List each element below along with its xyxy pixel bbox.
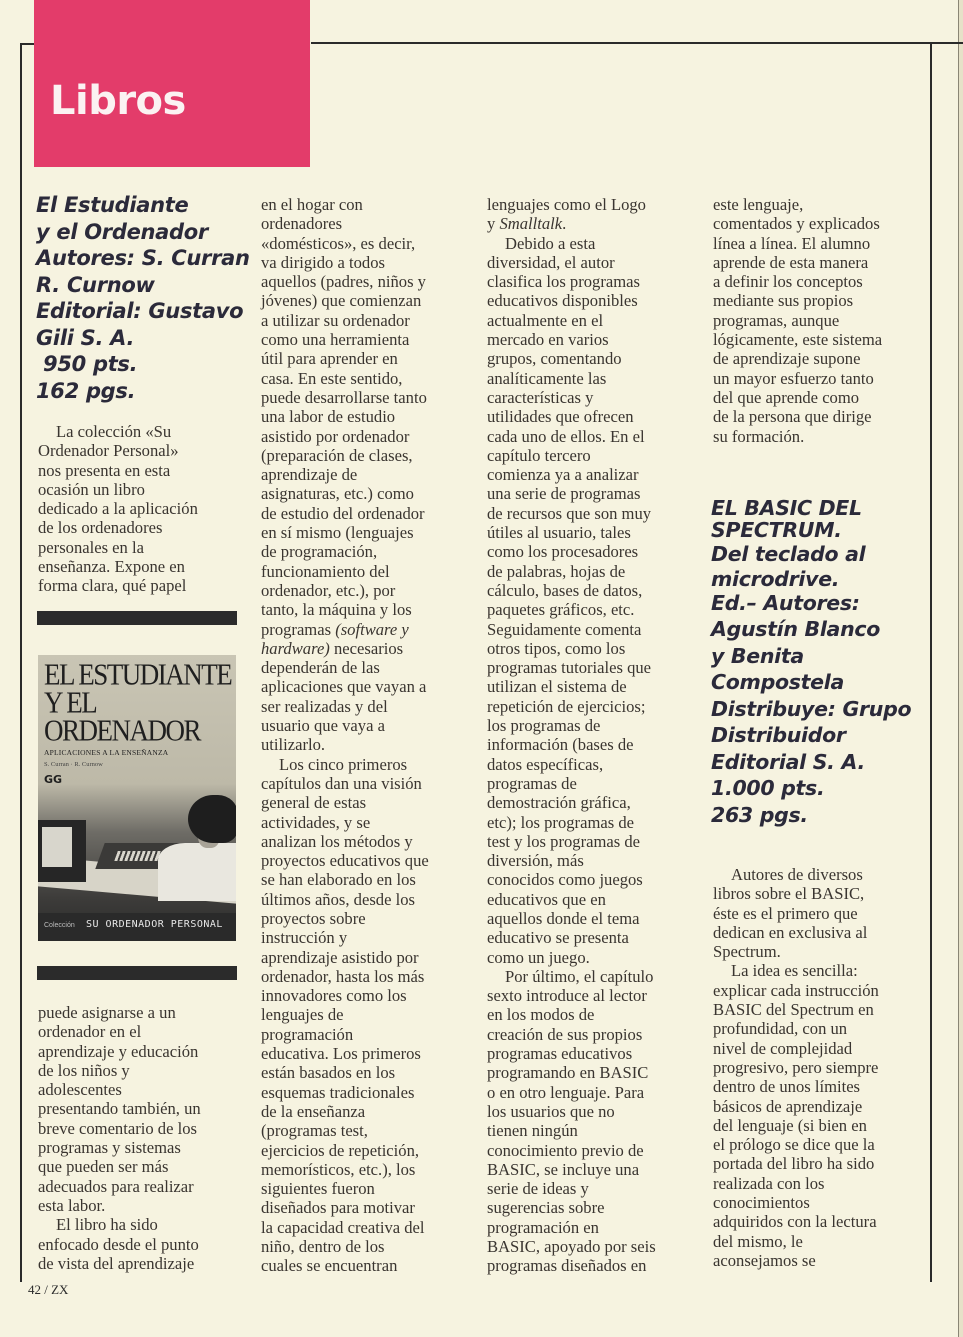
cover-collection-name: SU ORDENADOR PERSONAL (86, 919, 223, 930)
text-line: su formación. (713, 426, 805, 446)
text-line (261, 639, 429, 658)
text-line: de palabras, hojas de (487, 561, 626, 581)
text-line: libros sobre el BASIC, (713, 884, 865, 904)
text-line: programación en (487, 1217, 599, 1237)
text-line: el prólogo se dice que la (713, 1135, 875, 1155)
text-line: de los niños y (38, 1060, 130, 1080)
text-line: portada del libro ha sido (713, 1154, 875, 1174)
text-line: Ordenador Personal» (38, 441, 179, 461)
book1-header (36, 192, 250, 404)
text-run: programas (261, 619, 336, 639)
text-line: educativa. Los primeros (261, 1044, 421, 1064)
text-line: programas diseñados en (487, 1256, 647, 1276)
text-line: enseñanza. Expone en (38, 557, 185, 577)
text-line: Autores de diversos (731, 865, 863, 884)
text-line: últimos años, desde los (261, 889, 415, 909)
text-line: los usuarios que no (487, 1101, 615, 1121)
book1-col1-bottom (38, 1003, 201, 1273)
text-line: ordenador, hasta los más (261, 966, 425, 986)
italic-run: hardware) (261, 638, 330, 658)
book1-title-line: y el Ordenador (36, 219, 208, 244)
divider-bar (37, 966, 237, 980)
text-line: (programas test, (261, 1121, 368, 1141)
text-line: educativos que en (487, 889, 606, 909)
italic-run: (software y (335, 619, 409, 639)
book2-authors: y Benita (711, 643, 804, 668)
text-line: los programas de (487, 716, 601, 736)
book2-authors: Ed.– Autores: (711, 590, 860, 615)
book2-pages: 263 pgs. (711, 802, 808, 827)
text-line: ordenador, etc.), por (261, 580, 396, 600)
text-line: están basados en los (261, 1063, 396, 1083)
text-line: lenguajes como el Logo (487, 195, 646, 214)
text-line: siguientes fueron (261, 1179, 375, 1199)
text-line: tanto, la máquina y los (261, 600, 412, 620)
text-line: asignaturas, etc.) como (261, 484, 414, 504)
text-line: personales en la (38, 537, 144, 557)
text-line: proyectos sobre (261, 908, 366, 928)
divider-bar (37, 611, 237, 625)
text-line: creación de sus propios (487, 1024, 643, 1044)
book1-col4 (713, 195, 882, 446)
text-run: . (562, 214, 567, 234)
text-line: etc); los programas de (487, 812, 634, 832)
text-line (487, 214, 656, 233)
text-line: serie de ideas y (487, 1179, 589, 1199)
text-line: nos presenta en esta (38, 460, 171, 480)
text-line: Debido a esta (505, 233, 596, 253)
text-line: puede desarrollarse tanto (261, 387, 427, 407)
cover-title: ORDENADOR (44, 713, 201, 748)
cover-photo-child (158, 843, 236, 901)
text-line: como una herramienta (261, 330, 410, 350)
text-line: a definir los conceptos (713, 272, 863, 292)
text-line: grupos, comentando (487, 349, 622, 369)
text-line: de aprendizaje supone (713, 349, 861, 369)
text-line: analíticamente las (487, 368, 607, 388)
book-cover-image (38, 655, 236, 941)
text-line: esta labor. (38, 1195, 106, 1215)
text-line: comentados y explicados (713, 214, 880, 234)
text-line: explicar cada instrucción (713, 980, 879, 1000)
book2-title-line: SPECTRUM. (711, 518, 842, 542)
text-line: comienza ya a analizar (487, 465, 639, 485)
book1-col3 (487, 195, 656, 1276)
text-line: El libro ha sido (56, 1215, 158, 1235)
text-line: conocimientos (713, 1193, 810, 1213)
text-line: de programación, (261, 542, 378, 562)
text-line: utilidades que ofrecen (487, 407, 634, 427)
text-line: aprende de esta manera (713, 252, 869, 272)
text-line: ocasión un libro (38, 479, 145, 499)
text-line: Por último, el capítulo (505, 966, 654, 986)
text-line: como los procesadores (487, 542, 639, 562)
text-line: Los cinco primeros (279, 754, 408, 774)
book2-price: 1.000 pts. (711, 776, 825, 800)
book2-distributor: Distribuye: Grupo (711, 696, 912, 721)
text-line: jóvenes) que comienzan (261, 291, 422, 311)
text-line: en el hogar con (261, 195, 363, 214)
text-line: dedican en exclusiva al (713, 922, 868, 942)
text-line: (preparación de clases, (261, 445, 413, 465)
text-line: de estudio del ordenador (261, 503, 425, 523)
text-line: breve comentario de los (38, 1118, 197, 1138)
text-line: La idea es sencilla: (731, 961, 858, 981)
text-line: demostración gráfica, (487, 793, 631, 813)
text-line: funcionamiento del (261, 561, 390, 581)
book1-authors: Autores: S. Curran (36, 246, 250, 270)
text-line: mediante sus propios (713, 291, 854, 311)
text-line: aconsejamos se (713, 1250, 816, 1270)
text-line: programas educativos (487, 1044, 633, 1064)
text-line: de los ordenadores (38, 518, 163, 538)
text-line: programas y sistemas (38, 1138, 181, 1158)
text-line: BASIC del Spectrum en (713, 1000, 874, 1020)
text-line: repetición de ejercicios; (487, 696, 646, 716)
text-line: del lenguaje (si bien en (713, 1115, 867, 1135)
text-line: instrucción y (261, 928, 348, 948)
text-line: BASIC, se incluye una (487, 1159, 640, 1179)
text-line: usuario que vaya a (261, 716, 385, 736)
text-line: sugerencias sobre (487, 1198, 605, 1218)
book2-body (713, 865, 879, 1270)
text-line: conocimiento previo de (487, 1140, 644, 1160)
text-line: proyectos educativos que (261, 851, 429, 871)
text-line: presentando también, un (38, 1099, 201, 1119)
text-line: dentro de unos límites (713, 1077, 861, 1097)
text-line: progresivo, pero siempre (713, 1057, 879, 1077)
text-line: dependerán de las (261, 658, 380, 678)
book1-title-line: El Estudiante (36, 193, 189, 217)
cover-title: Y EL (44, 685, 97, 720)
text-line: actualmente en el (487, 310, 604, 330)
text-line: de recursos que son muy (487, 503, 652, 523)
text-line: cuales se encuentran (261, 1256, 398, 1276)
text-line: utilizan el sistema de (487, 677, 627, 697)
text-line: «domésticos», es decir, (261, 233, 416, 253)
text-line: dedicado a la aplicación (38, 499, 198, 519)
book2-distributor: Distribuidor (711, 723, 846, 747)
text-line: o en otro lenguaje. Para (487, 1082, 645, 1102)
text-run: necesarios (329, 638, 404, 658)
cover-photo-screen (42, 827, 72, 867)
text-line: test y los programas de (487, 831, 640, 851)
text-line: Seguidamente comenta (487, 619, 642, 639)
text-line: educativos disponibles (487, 291, 638, 311)
text-line: otros tipos, como los (487, 638, 626, 658)
text-line: que pueden ser más (38, 1157, 169, 1177)
text-line: casa. En este sentido, (261, 368, 403, 388)
text-line: clasifica los programas (487, 272, 640, 292)
text-line: lógicamente, este sistema (713, 330, 883, 350)
book1-price: 950 pts. (36, 352, 138, 376)
text-line: analizan los métodos y (261, 831, 413, 851)
section-title-block (34, 0, 310, 167)
text-line: información (bases de (487, 735, 634, 755)
cover-collection-label: Colección (44, 922, 75, 929)
text-line: datos específicas, (487, 754, 604, 774)
page-number: 42 / ZX (28, 1282, 69, 1297)
text-line: general de estas (261, 793, 367, 813)
text-line: este lenguaje, (713, 195, 804, 214)
text-line: de vista del aprendizaje (38, 1253, 195, 1273)
text-line: programación (261, 1024, 354, 1044)
text-line: como un juego. (487, 947, 590, 967)
text-line: utilizarlo. (261, 735, 326, 755)
book1-publisher: Gili S. A. (36, 325, 135, 350)
text-line: BASIC, apoyado por seis (487, 1237, 656, 1257)
book1-col1-top (38, 422, 198, 596)
text-line: aprendizaje de (261, 465, 358, 485)
text-line: innovadores como los (261, 986, 407, 1006)
text-line: a utilizar su ordenador (261, 310, 410, 330)
section-title: Libros (50, 78, 186, 124)
text-line: la capacidad creativa del (261, 1217, 425, 1237)
frame-rule-top-left (20, 43, 34, 45)
text-line: aprendizaje y educación (38, 1041, 199, 1061)
text-line: programas, aunque (713, 310, 840, 330)
text-line: esquemas tradicionales (261, 1082, 415, 1102)
text-line: asistido por ordenador (261, 426, 410, 446)
text-line: en sí mismo (lenguajes (261, 523, 414, 543)
book2-subtitle-line: Del teclado al (711, 542, 866, 566)
text-line: sexto introduce al lector (487, 986, 647, 1006)
book2-distributor: Editorial S. A. (711, 749, 865, 774)
book2-authors: Agustín Blanco (711, 617, 881, 641)
text-line: nivel de complejidad (713, 1038, 853, 1058)
cover-photo-hair (188, 795, 236, 843)
book1-publisher: Editorial: Gustavo (36, 299, 244, 323)
text-line: útiles al usuario, tales (487, 523, 631, 543)
cover-subtitle: APLICACIONES A LA ENSEÑANZA (44, 748, 169, 757)
cover-authors: S. Curran · R. Curnow (44, 761, 103, 768)
text-line: actividades, y se (261, 812, 371, 832)
text-line: una labor de estudio (261, 407, 396, 427)
frame-rule-top-right (311, 42, 963, 44)
text-line: aquellos donde el tema (487, 908, 640, 928)
frame-rule-left (20, 44, 22, 1282)
text-line: un mayor esfuerzo tanto (713, 368, 874, 388)
book1-authors: R. Curnow (36, 272, 155, 297)
text-line: ordenadores (261, 214, 343, 234)
frame-rule-right (930, 44, 932, 1282)
text-line: básicos de aprendizaje (713, 1096, 863, 1116)
cover-publisher-logo: GG (44, 773, 63, 786)
text-line: La colección «Su (56, 422, 172, 441)
text-line: forma clara, qué papel (38, 576, 187, 596)
book1-col2 (261, 195, 429, 1276)
text-line: de la enseñanza (261, 1101, 366, 1121)
text-line: profundidad, con un (713, 1019, 848, 1039)
text-line: aprendizaje asistido por (261, 947, 419, 967)
text-line: del que aprende como (713, 387, 860, 407)
italic-run: Smalltalk (499, 214, 563, 234)
text-line: puede asignarse a un (38, 1003, 176, 1022)
text-line: ejercicios de repetición, (261, 1140, 420, 1160)
text-line: adecuados para realizar (38, 1176, 194, 1196)
text-line: útil para aprender en (261, 349, 398, 369)
book2-subtitle-line: microdrive. (711, 566, 840, 591)
text-line: memorísticos, etc.), los (261, 1159, 416, 1179)
page-edge (958, 0, 963, 1337)
text-line: adolescentes (38, 1080, 122, 1100)
text-line: capítulos dan una visión (261, 773, 422, 793)
text-line: se han elaborado en los (261, 870, 416, 890)
text-line: de la persona que dirige (713, 407, 872, 427)
text-line: tienen ningún (487, 1121, 578, 1141)
text-line: adquiridos con la lectura (713, 1212, 877, 1232)
text-line: aquellos (padres, niños y (261, 272, 426, 292)
text-line: una serie de programas (487, 484, 641, 504)
text-line: Spectrum. (713, 942, 781, 962)
text-line: diversidad, el autor (487, 252, 615, 272)
book2-authors: Compostela (711, 670, 845, 694)
text-line: cada uno de ellos. En el (487, 426, 645, 446)
text-line: éste es el primero que (713, 903, 858, 923)
text-line: programas de (487, 773, 577, 793)
book1-pages: 162 pgs. (36, 378, 136, 403)
text-line: programas tutoriales que (487, 658, 652, 678)
text-line (261, 620, 429, 639)
text-line: educativo se presenta (487, 928, 629, 948)
text-line: capítulo tercero (487, 445, 591, 465)
text-line: niño, dentro de los (261, 1237, 385, 1257)
book2-header (711, 497, 911, 828)
text-line: mercado en varios (487, 330, 609, 350)
text-run: y (487, 214, 500, 234)
text-line: va dirigido a todos (261, 252, 385, 272)
text-line: características y (487, 387, 594, 407)
text-line: cálculo, bases de datos, (487, 580, 643, 600)
text-line: del mismo, le (713, 1231, 803, 1251)
text-line: ser realizadas y del (261, 696, 388, 716)
text-line: conocidos como juegos (487, 870, 643, 890)
text-line: en los modos de (487, 1005, 595, 1025)
text-line: enfocado desde el punto (38, 1234, 199, 1254)
text-line: ordenador en el (38, 1022, 142, 1042)
text-line: programando en BASIC (487, 1063, 649, 1083)
text-line: diseñados para motivar (261, 1198, 415, 1218)
book2-title-line: EL BASIC DEL (711, 496, 862, 520)
text-line: aplicaciones que vayan a (261, 677, 427, 697)
text-line: lenguajes de (261, 1005, 344, 1025)
text-line: diversión, más (487, 851, 584, 871)
cover-title: EL ESTUDIANTE (44, 657, 232, 692)
text-line: paquetes gráficos, etc. (487, 600, 635, 620)
text-line: realizada con los (713, 1173, 825, 1193)
text-line: línea a línea. El alumno (713, 233, 871, 253)
